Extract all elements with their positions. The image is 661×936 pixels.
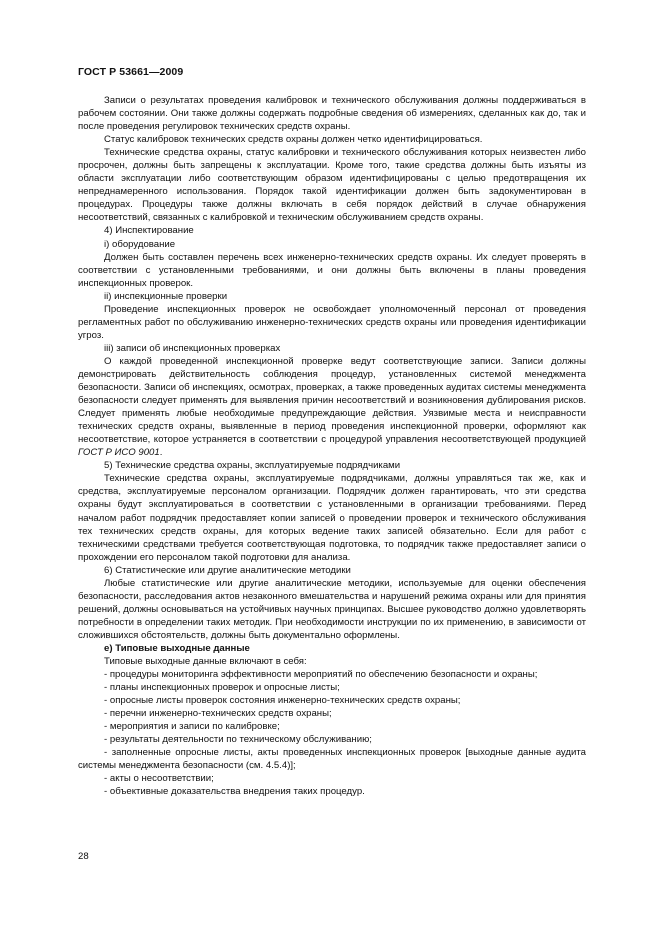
paragraph: Должен быть составлен перечень всех инженерно-технических средств охраны. Их следует проверять в соответствии с установленными требованиями, и они должны быть включены в планы проведения инспекционных проверок. xyxy=(78,251,586,289)
paragraph: Записи о результатах проведения калибровок и технического обслуживания должны поддерживаться в рабочем состоянии. Они также должны содержать подробные сведения об измерениях, сделанных как до, так и после проведения регулировок технических средств охраны. xyxy=(78,95,586,133)
document-header: ГОСТ Р 53661—2009 xyxy=(78,66,184,78)
paragraph: Технические средства охраны, эксплуатируемые подрядчиками, должны управляться так же, как и средства, эксплуатируемые персоналом организации. Подрядчик должен гарантировать, что эти средства охраны будут эксплуатироваться в соответствии с установленными в организации требованиями. Перед началом работ подрядчик предоставляет копии записей о проведении проверок и технического обслуживания тех технических средств охраны, для которых ведение таких записей обязательно. Если для работ с техническими средствами требуется соответствующая подготовка, то подрядчик также предоставляет записи о прохождении его персоналом такой подготовки для анализа. xyxy=(78,473,586,563)
list-item: - акты о несоответствии; xyxy=(104,773,214,785)
standard-reference: ГОСТ Р ИСО 9001 xyxy=(78,447,160,459)
section-heading: 4) Инспектирование xyxy=(104,225,194,237)
subsection-heading: ii) инспекционные проверки xyxy=(104,290,228,302)
section-heading: 6) Статистические или другие аналитические методики xyxy=(104,564,351,576)
list-item: - опросные листы проверок состояния инженерно-технических средств охраны; xyxy=(104,695,461,707)
list-item: - мероприятия и записи по калибровке; xyxy=(104,721,280,733)
paragraph: Технические средства охраны, статус калибровки и технического обслуживания которых неизвестен либо просрочен, должны быть запрещены к эксплуатации. Кроме того, такие средства должны быть изъяты из области эксплуатации либо соответствующим образом идентифицированы с целью предотвращения их непреднамеренного использования. Порядок такой идентификации должен быть задокументирован в процедурах. Процедуры также должны включать в себя порядок действий в случае обнаружения несоответствий, связанных с калибровкой и техническим обслуживанием средств охраны. xyxy=(78,147,586,224)
paragraph: Статус калибровок технических средств охраны должен четко идентифицироваться. xyxy=(104,134,483,146)
document-body xyxy=(78,94,586,799)
paragraph: О каждой проведенной инспекционной проверке ведут соответствующие записи. Записи должны демонстрировать действительность соблюдения процедур, установленных системой менеджмента безопасности. Записи об инспекциях, осмотрах, проверках, а также проведенных аудитах системы менеджмента безопасности следует применять для выявления причин несоответствий и возникновения дублирования рисков. Следует применять любые необходимые предупреждающие действия. Уязвимые места и неисправности технических средств охраны, выявленные в период проведения инспекционной проверки, оформляют как несоответствие, которое устраняется в соответствии с процедурой управления несоответствующей продукцией ГОСТ Р ИСО 9001. xyxy=(78,355,586,459)
page-number: 28 xyxy=(78,851,89,862)
list-item: - планы инспекционных проверок и опросные листы; xyxy=(104,682,340,694)
list-item: - процедуры мониторинга эффективности мероприятий по обеспечению безопасности и охраны; xyxy=(104,669,538,681)
paragraph-text: О каждой проведенной инспекционной проверке ведут соответствующие записи. Записи должны демонстрировать действительность соблюдения процедур, установленных системой менеджмента безопасности. Записи об инспекциях, осмотрах, проверках, а также проведенных аудитах системы менеджмента безопасности следует применять для выявления причин несоответствий и возникновения дублирования рисков. Следует применять любые необходимые предупреждающие действия. Уязвимые места и неисправности технических средств охраны, выявленные в период проведения инспекционной проверки, оформляют как несоответствие, которое устраняется в соответствии с процедурой управления несоответствующей продукцией xyxy=(78,355,586,446)
subsection-heading: iii) записи об инспекционных проверках xyxy=(104,342,281,354)
section-heading-bold: е) Типовые выходные данные xyxy=(104,642,250,654)
list-item: - объективные доказательства внедрения таких процедур. xyxy=(104,786,365,798)
paragraph: Любые статистические или другие аналитические методики, используемые для оценки обеспечения безопасности, расследования актов незаконного вмешательства и нарушений режима охраны или для принятия решений, должны основываться на устойчивых научных принципах. Высшее руководство должно удовлетворять потребности в определении таких методик. При необходимости инструкции по их применению, в зависимости от сложившихся обстоятельств, должны быть документально оформлены. xyxy=(78,577,586,641)
list-item: - заполненные опросные листы, акты проведенных инспекционных проверок [выходные данные аудита системы менеджмента безопасности (см. 4.5.4)]; xyxy=(78,747,586,772)
section-heading: 5) Технические средства охраны, эксплуатируемые подрядчиками xyxy=(104,460,401,472)
list-intro: Типовые выходные данные включают в себя: xyxy=(104,656,307,668)
list-item: - результаты деятельности по техническому обслуживанию; xyxy=(104,734,372,746)
paragraph: Проведение инспекционных проверок не освобождает уполномоченный персонал от проведения регламентных работ по обслуживанию инженерно-технических средств охраны или проведения идентификации угроз. xyxy=(78,303,586,341)
list-item: - перечни инженерно-технических средств охраны; xyxy=(104,708,332,720)
subsection-heading: i) оборудование xyxy=(104,238,176,250)
